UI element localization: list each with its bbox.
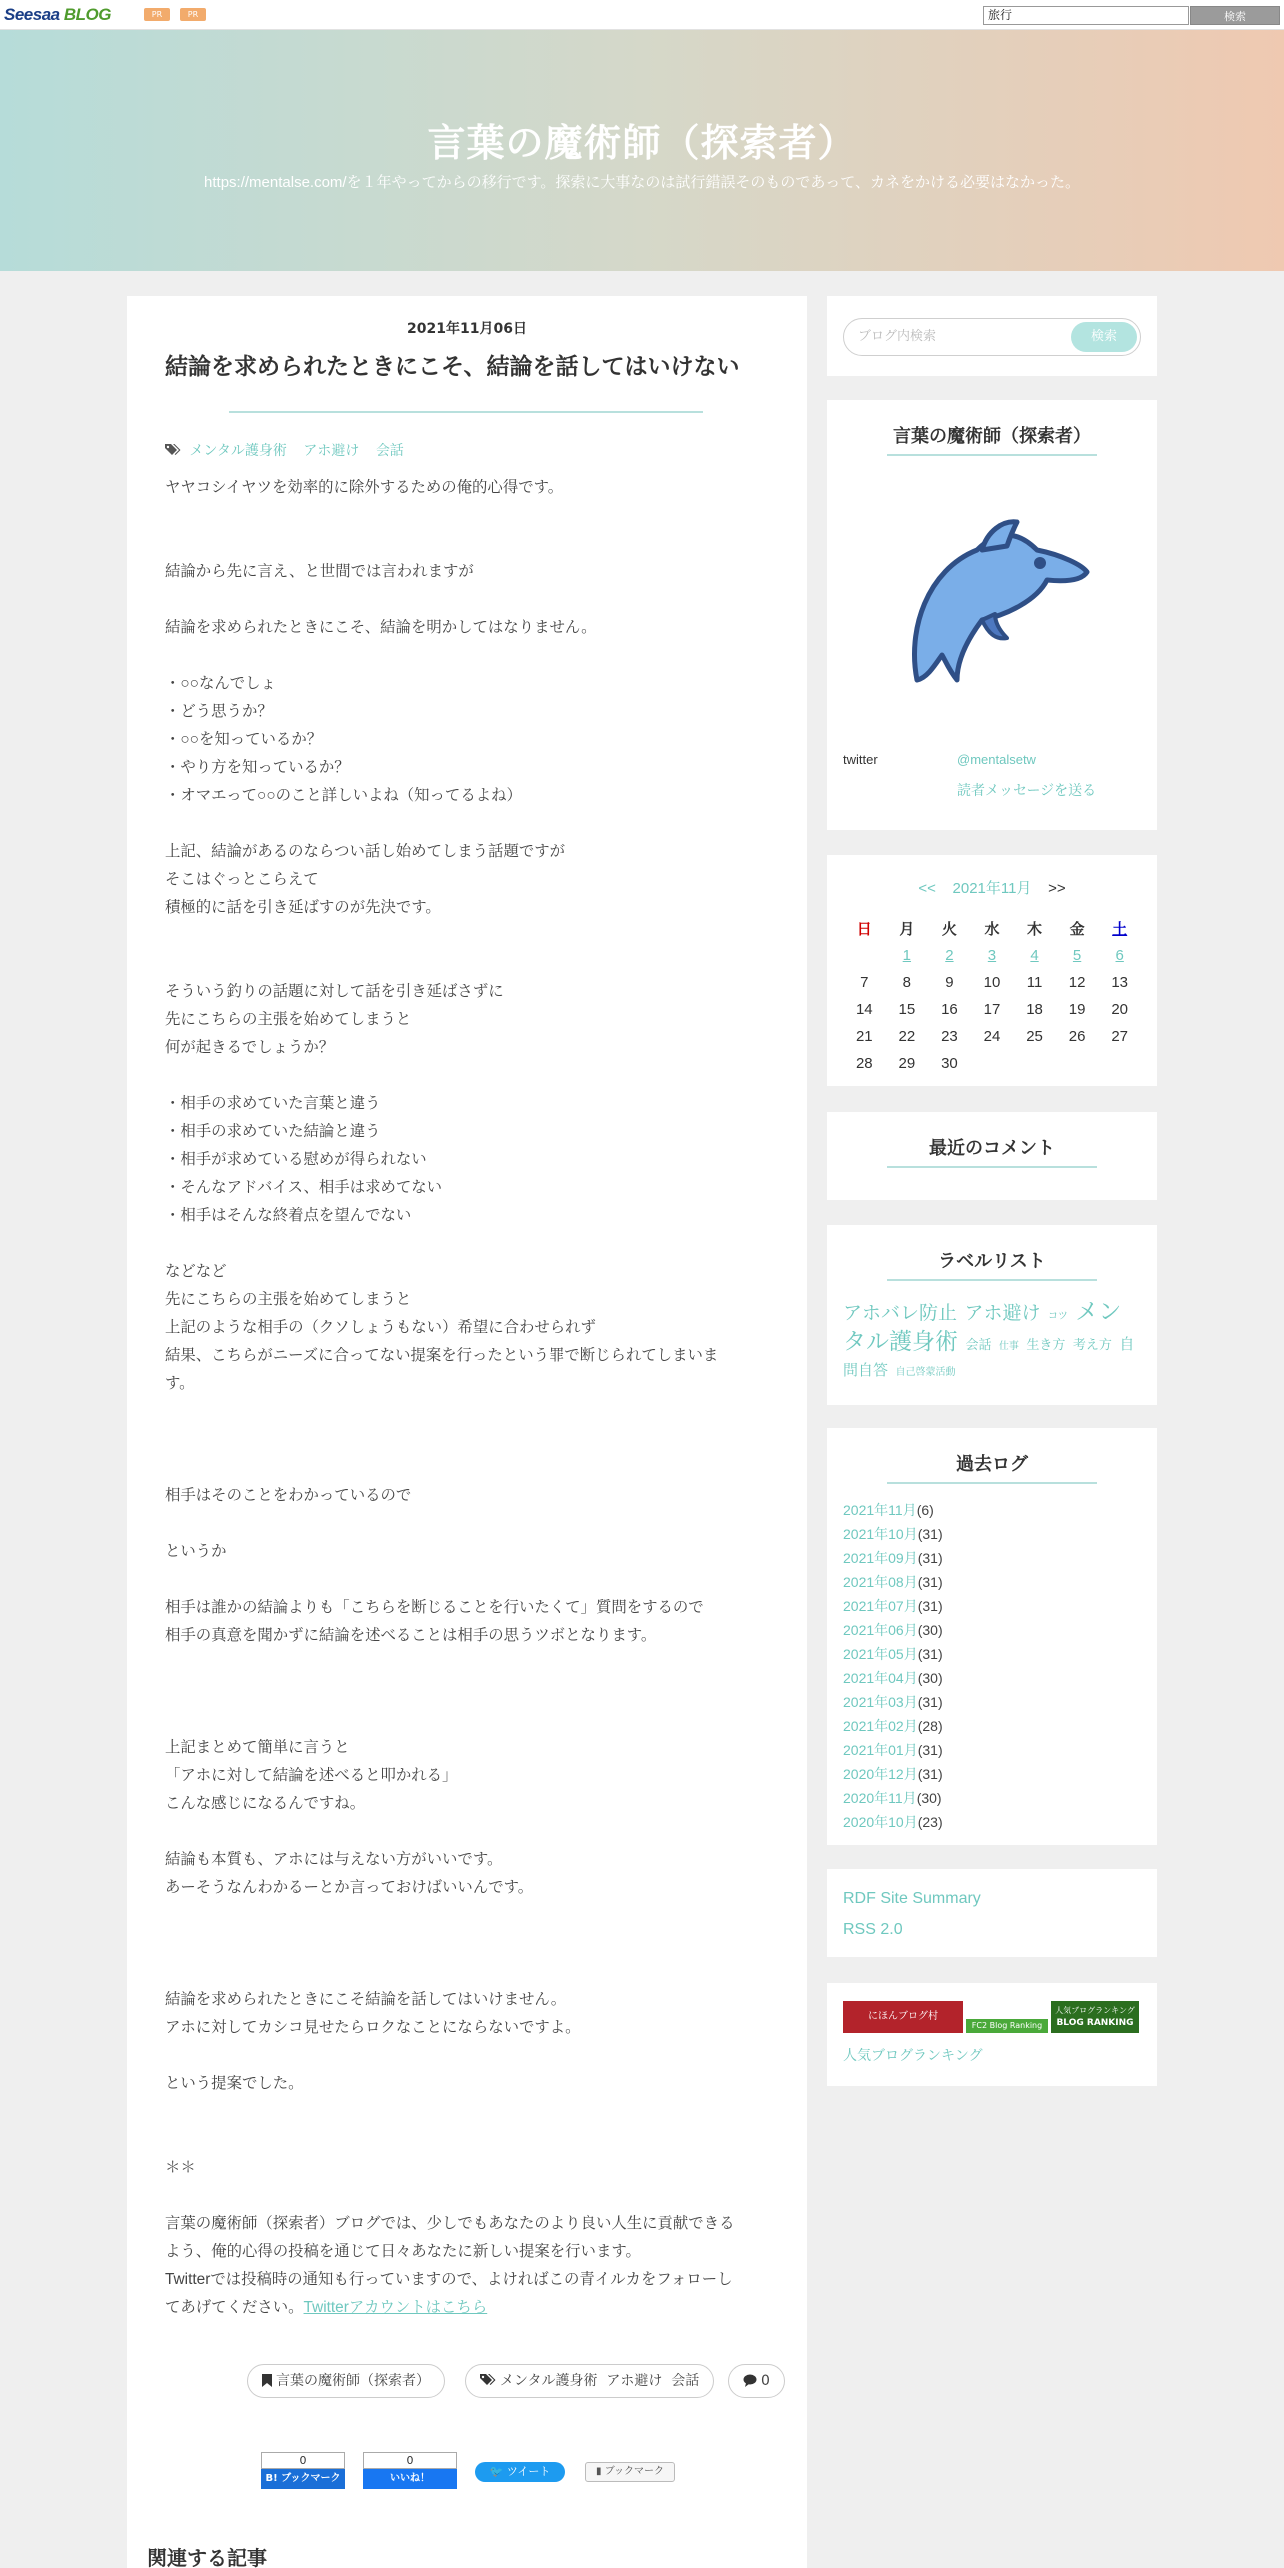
post-body-line: というか — [165, 1543, 227, 1560]
site-description: https://mentalse.com/を１年やってからの移行です。探索に大事なのは試行錯誤そのものであって、カネをかける必要はなかった。 — [204, 174, 1080, 191]
post-body-line: アホに対してカシコ見せたらロクなことにならないですよ。 — [165, 2019, 581, 2036]
bookmark-share-button[interactable] — [585, 2462, 675, 2482]
post-body-line: 相手はそのことをわかっているので — [165, 1487, 412, 1504]
calendar-day: 14 — [855, 1001, 873, 1018]
comments-button[interactable] — [728, 2364, 785, 2398]
post-body-line: ・やり方を知っているか？ — [165, 759, 350, 776]
archive-item — [843, 1666, 1141, 1690]
archive-item — [843, 1690, 1141, 1714]
top-search-button[interactable]: 検索 — [1190, 6, 1280, 25]
calendar-day — [843, 942, 886, 969]
archive-count: (31) — [917, 1550, 943, 1566]
comment-count: 0 — [761, 2373, 770, 2389]
post-body-line: ・○○を知っているか？ — [165, 731, 323, 748]
tags-button[interactable] — [465, 2364, 714, 2398]
post-body-line — [165, 1818, 777, 1846]
calendar-day-link[interactable]: 3 — [987, 947, 997, 964]
profile-title: 言葉の魔術師（探索者） — [893, 426, 1091, 446]
calendar-day: 12 — [1068, 974, 1086, 991]
archive-month-link[interactable]: 2020年12月 — [843, 1766, 918, 1782]
reader-message-link[interactable]: 読者メッセージを送る — [957, 782, 1097, 798]
calendar-day-link[interactable]: 2 — [945, 947, 954, 964]
post-body-line: 先にこちらの主張を始めてしまうと — [165, 1291, 412, 1308]
archive-title: 過去ログ — [956, 1454, 1028, 1474]
post-title[interactable]: 結論を求められたときにこそ、結論を話してはいけない — [165, 353, 740, 379]
post-body-line: 言葉の魔術師（探索者）ブログでは、少しでもあなたのより良い人生に貢献できる — [165, 2215, 735, 2232]
post-tags — [165, 440, 416, 460]
post-body-line — [165, 2182, 777, 2210]
post-body-line — [165, 922, 777, 950]
label-link[interactable]: コツ — [1047, 1311, 1068, 1322]
archive-count: (31) — [917, 1574, 943, 1590]
post-body-line: ・オマエって○○のこと詳しいよね（知ってるよね） — [165, 787, 522, 804]
post-body-last-line — [165, 2294, 777, 2322]
sidebar-ranking — [827, 1983, 1157, 2086]
calendar-weekday: 火 — [941, 921, 957, 938]
post-body-line: などなど — [165, 1263, 227, 1280]
post-body-line — [165, 530, 777, 558]
post-body-text: てあげてください。 — [165, 2299, 304, 2316]
post-body-text — [165, 474, 777, 2294]
post-body-line: 「アホに対して結論を述べると叩かれる」 — [165, 1767, 458, 1784]
pr-badge[interactable]: PR — [144, 8, 170, 21]
post-body-line: 何が起きるでしょうか？ — [165, 1039, 335, 1056]
post-body-line: 先にこちらの主張を始めてしまうと — [165, 1011, 412, 1028]
post-body-line: 結論から先に言え、と世間では言われますが — [165, 563, 474, 580]
archive-count: (31) — [917, 1526, 943, 1542]
top-search-input[interactable]: 旅行 — [983, 6, 1189, 25]
twitter-account-link[interactable]: Twitterアカウントはこちら — [303, 2299, 488, 2316]
post-body-line: ・相手はそんな終着点を望んでない — [165, 1207, 412, 1224]
archive-count: (31) — [917, 1766, 943, 1782]
archive-item — [843, 1642, 1141, 1666]
calendar-next-link[interactable]: >> — [1048, 880, 1066, 897]
calendar-weekday: 金 — [1069, 921, 1085, 938]
post-body-line: ＊＊ — [165, 2159, 196, 2176]
sidebar-calendar — [827, 855, 1157, 1086]
archive-month-link[interactable]: 2021年11月 — [843, 1502, 917, 1518]
post-body-line: 相手の真意を聞かずに結論を述べることは相手の思うツボとなります。 — [165, 1627, 657, 1644]
bookmark-icon: ▮ — [595, 2466, 602, 2477]
calendar-day: 30 — [941, 1055, 958, 1072]
label-link[interactable]: 自問自答 — [843, 1336, 1135, 1379]
twitter-handle-link[interactable]: @mentalsetw — [957, 752, 1036, 767]
nihon-blog-mura-banner[interactable]: にほんブログ村 — [843, 2001, 963, 2033]
archive-month-link[interactable]: 2021年07月 — [843, 1598, 918, 1614]
post-tag[interactable]: アホ避け — [303, 443, 360, 459]
calendar-day: 13 — [1111, 974, 1129, 991]
post-body-line: こんな感じになるんですね。 — [165, 1795, 366, 1812]
label-link[interactable]: 会話 — [965, 1337, 992, 1352]
sidebar-profile — [827, 400, 1157, 830]
archive-month-link[interactable]: 2021年05月 — [843, 1646, 918, 1662]
archive-item — [843, 1522, 1141, 1546]
archive-month-link[interactable]: 2020年10月 — [843, 1814, 918, 1830]
archive-item — [843, 1498, 1141, 1522]
archive-count: (31) — [917, 1598, 943, 1614]
article-column — [127, 296, 807, 2568]
calendar-day[interactable] — [1013, 942, 1056, 969]
label-link[interactable]: 仕事 — [998, 1341, 1019, 1352]
facebook-label: いいね！ — [363, 2469, 457, 2489]
archive-item — [843, 1546, 1141, 1570]
post-tag[interactable]: 会話 — [375, 443, 404, 459]
calendar-day: 24 — [983, 1028, 1001, 1045]
post-body-line — [165, 642, 777, 670]
calendar-day — [1013, 1050, 1056, 1077]
archive-count: (6) — [916, 1502, 934, 1518]
post-body-line — [165, 2098, 777, 2126]
recent-comments-underline — [887, 1166, 1097, 1168]
label-link[interactable]: 生き方 — [1026, 1337, 1066, 1352]
archive-item — [843, 1786, 1141, 1810]
archive-item — [843, 1762, 1141, 1786]
calendar-day: 28 — [855, 1055, 873, 1072]
archive-count: (30) — [917, 1670, 943, 1686]
dolphin-avatar-icon — [887, 510, 1097, 690]
post-body-line — [165, 2126, 777, 2154]
post-body-line: という提案でした。 — [165, 2075, 304, 2092]
tags-label: メンタル護身術 アホ避け 会話 — [500, 2373, 700, 2389]
calendar-weekday: 土 — [1112, 921, 1128, 938]
post-body-line — [165, 1566, 777, 1594]
calendar-day[interactable] — [971, 942, 1014, 969]
share-buttons — [127, 2452, 807, 2492]
facebook-like-button[interactable] — [363, 2452, 457, 2489]
post-body-line — [165, 1230, 777, 1258]
post-body-line — [165, 1062, 777, 1090]
label-link[interactable]: メンタル護身術 — [843, 1298, 1122, 1354]
post-body-line — [165, 810, 777, 838]
post-body-line: 相手は誰かの結論よりも「こちらを断じることを行いたくて」質問をするので — [165, 1599, 704, 1616]
title-divider — [229, 411, 703, 413]
archive-month-link[interactable]: 2021年06月 — [843, 1622, 918, 1638]
calendar-day-link[interactable]: 5 — [1072, 947, 1082, 964]
calendar-prev-link[interactable]: << — [918, 880, 936, 897]
archive-month-link[interactable]: 2021年10月 — [843, 1526, 918, 1542]
archive-count: (23) — [917, 1814, 943, 1830]
post-body-line: あーそうなんわかるーとか言っておけばいいんです。 — [165, 1879, 534, 1896]
hatena-label: B! ブックマーク — [261, 2469, 345, 2489]
post-body-line: 結論も本質も、アホには与えない方がいいです。 — [165, 1851, 503, 1868]
recent-comments-title: 最近のコメント — [929, 1138, 1055, 1158]
calendar-day: 7 — [860, 974, 869, 991]
top-bar — [0, 0, 1284, 30]
calendar-day-link[interactable]: 4 — [1030, 947, 1039, 964]
archive-item — [843, 1738, 1141, 1762]
post-body-line — [165, 1902, 777, 1930]
hatena-count: 0 — [261, 2452, 345, 2469]
calendar-day[interactable] — [886, 942, 929, 969]
post-body-line — [165, 1678, 777, 1706]
post-body-line: ・○○なんでしょ — [165, 675, 276, 692]
blog-search-button[interactable]: 検索 — [1071, 322, 1137, 352]
sidebar-feeds — [827, 1869, 1157, 1957]
category-button[interactable] — [247, 2364, 445, 2398]
post-body-line — [165, 1510, 777, 1538]
archive-month-link[interactable]: 2021年01月 — [843, 1742, 918, 1758]
label-link[interactable]: アホ避け — [964, 1303, 1041, 1324]
calendar-day: 9 — [945, 974, 954, 991]
archive-item — [843, 1810, 1141, 1834]
calendar-day: 15 — [898, 1001, 916, 1018]
post-body-line: 積極的に話を引き延ばすのが先決です。 — [165, 899, 441, 916]
site-title[interactable]: 言葉の魔術師（探索者） — [427, 123, 857, 165]
post-body-line — [165, 1958, 777, 1986]
archive-count: (31) — [917, 1742, 943, 1758]
calendar-day: 10 — [983, 974, 1001, 991]
post-body-line: よう、俺的心得の投稿を通じて日々あなたに新しい提案を行います。 — [165, 2243, 641, 2260]
rss-link[interactable]: RSS 2.0 — [843, 1921, 903, 1938]
label-link[interactable]: アホバレ防止 — [843, 1303, 958, 1324]
label-link[interactable]: 自己啓蒙活動 — [895, 1367, 956, 1378]
label-cloud — [827, 1281, 1157, 1385]
calendar-weekday: 水 — [984, 921, 1000, 938]
post-body-line — [165, 950, 777, 978]
archive-count: (30) — [917, 1622, 943, 1638]
post-body-line: 上記、結論があるのならつい話し始めてしまう話題ですが — [165, 843, 566, 860]
post-body-line: 上記のような相手の（クソしょうもない）希望に合わせられず — [165, 1319, 596, 1336]
bird-icon: 🐦 — [489, 2465, 504, 2478]
blog-ranking-banner-line2: BLOG RANKING — [1056, 2018, 1134, 2028]
fc2-ranking-banner[interactable]: FC2 Blog Ranking — [966, 2019, 1048, 2033]
calendar-day: 27 — [1111, 1028, 1129, 1045]
post-body-line — [165, 1706, 777, 1734]
sidebar-archive — [827, 1428, 1157, 1845]
calendar-day[interactable] — [1056, 942, 1099, 969]
calendar-table — [843, 915, 1141, 1077]
bookmark-share-label: ブックマーク — [604, 2466, 664, 2477]
calendar-day[interactable] — [1098, 942, 1141, 969]
sidebar-search — [827, 296, 1157, 376]
post-body-line: ・どう思うか？ — [165, 703, 273, 720]
calendar-day — [1098, 1050, 1141, 1077]
post-body-line — [165, 1454, 777, 1482]
archive-month-link[interactable]: 2021年08月 — [843, 1574, 918, 1590]
labels-title: ラベルリスト — [938, 1251, 1046, 1271]
calendar-month-link[interactable]: 2021年11月 — [952, 880, 1032, 897]
blog-header — [0, 30, 1284, 271]
tweet-label: ツイート — [506, 2465, 551, 2478]
bookmark-icon — [262, 2374, 272, 2387]
comment-icon — [743, 2374, 757, 2387]
pr-badge[interactable]: PR — [180, 8, 206, 21]
archive-month-link[interactable]: 2021年03月 — [843, 1694, 918, 1710]
post-body-line: ・相手の求めていた言葉と違う — [165, 1095, 381, 1112]
profile-title-underline — [887, 454, 1097, 456]
archive-count: (28) — [917, 1718, 943, 1734]
calendar-weekday: 月 — [899, 921, 915, 938]
blog-ranking-banner[interactable] — [1051, 2001, 1139, 2033]
popular-blog-ranking-link[interactable]: 人気ブログランキング — [843, 2047, 983, 2063]
post-date: 2021年11月06日 — [407, 321, 527, 337]
post-body-line: Twitterでは投稿時の通知も行っていますので、よければこの青イルカをフォローし — [165, 2271, 733, 2288]
archive-item — [843, 1618, 1141, 1642]
post-body-line — [165, 1398, 777, 1426]
calendar-day[interactable] — [928, 942, 971, 969]
calendar-day: 16 — [941, 1001, 958, 1018]
archive-month-link[interactable]: 2020年11月 — [843, 1790, 917, 1806]
calendar-day: 18 — [1026, 1001, 1043, 1018]
archive-count: (31) — [917, 1646, 943, 1662]
rdf-site-summary-link[interactable]: RDF Site Summary — [843, 1890, 981, 1907]
post-body-line — [165, 2042, 777, 2070]
archive-list — [827, 1484, 1157, 1834]
calendar-day — [1056, 1050, 1099, 1077]
post-body-line — [165, 586, 777, 614]
category-label: 言葉の魔術師（探索者） — [276, 2373, 430, 2389]
post-body-line: そういう釣りの話題に対して話を引き延ばさずに — [165, 983, 504, 1000]
facebook-count: 0 — [363, 2452, 457, 2469]
logo-seesaa-text: Seesaa — [4, 5, 60, 24]
archive-month-link[interactable]: 2021年04月 — [843, 1670, 918, 1686]
calendar-day: 21 — [855, 1028, 873, 1045]
archive-month-link[interactable]: 2021年09月 — [843, 1550, 918, 1566]
calendar-day — [971, 1050, 1014, 1077]
archive-count: (31) — [917, 1694, 943, 1710]
post-body-line: 結論を求められたときにこそ結論を話してはいけません。 — [165, 1991, 567, 2008]
calendar-nav — [827, 877, 1157, 898]
calendar-weekday: 日 — [856, 921, 872, 938]
post-body-line — [165, 1650, 777, 1678]
calendar-day: 23 — [941, 1028, 958, 1045]
calendar-day-link[interactable]: 1 — [902, 947, 912, 964]
calendar-day: 17 — [983, 1001, 1001, 1018]
calendar-day-link[interactable]: 6 — [1115, 947, 1124, 964]
post-body-line: ・相手の求めていた結論と違う — [165, 1123, 381, 1140]
post-body-line: ・相手が求めている慰めが得られない — [165, 1151, 427, 1168]
tags-icon — [165, 443, 181, 457]
seesaa-logo[interactable] — [4, 5, 111, 25]
tags-icon — [480, 2373, 496, 2387]
blog-ranking-banner-line1: 人気ブログランキング — [1055, 2006, 1135, 2015]
label-link[interactable]: 考え方 — [1072, 1337, 1112, 1352]
calendar-day: 8 — [902, 974, 912, 991]
calendar-weekday: 木 — [1027, 921, 1043, 938]
hatena-bookmark-button[interactable] — [261, 2452, 345, 2489]
post-body-line: 結論を求められたときにこそ、結論を明かしてはなりません。 — [165, 619, 597, 636]
calendar-day: 11 — [1026, 974, 1043, 991]
archive-item — [843, 1594, 1141, 1618]
calendar-day: 19 — [1068, 1001, 1086, 1018]
related-articles-heading: 関連する記事 — [147, 2548, 267, 2568]
post-body-line — [165, 1426, 777, 1454]
post-body-line: 上記まとめて簡単に言うと — [165, 1739, 350, 1756]
calendar-day: 20 — [1111, 1001, 1129, 1018]
post-body-line: ヤヤコシイヤツを効率的に除外するための俺的心得です。 — [165, 479, 564, 496]
tweet-button[interactable] — [475, 2462, 565, 2482]
archive-item — [843, 1714, 1141, 1738]
post-body-line: そこはぐっとこらえて — [165, 871, 319, 888]
post-body-line: す。 — [165, 1375, 195, 1392]
post-body-line: ・そんなアドバイス、相手は求めてない — [165, 1179, 443, 1196]
post-tag[interactable]: メンタル護身術 — [189, 443, 287, 459]
archive-item — [843, 1570, 1141, 1594]
sidebar-labels — [827, 1225, 1157, 1405]
calendar-day: 25 — [1026, 1028, 1043, 1045]
sidebar-recent-comments — [827, 1112, 1157, 1200]
post-body-line — [165, 1930, 777, 1958]
post-body-line — [165, 502, 777, 530]
post-body — [165, 474, 777, 2322]
calendar-day: 22 — [898, 1028, 916, 1045]
twitter-label: twitter — [843, 752, 878, 767]
calendar-day: 29 — [898, 1055, 916, 1072]
archive-count: (30) — [916, 1790, 942, 1806]
logo-blog-text: BLOG — [63, 5, 111, 24]
archive-month-link[interactable]: 2021年02月 — [843, 1718, 918, 1734]
blog-search-input[interactable]: ブログ内検索 — [843, 318, 1141, 356]
calendar-day: 26 — [1068, 1028, 1086, 1045]
post-body-line: 結果、こちらがニーズに合ってない提案を行ったという罪で断じられてしまいま — [165, 1347, 719, 1364]
